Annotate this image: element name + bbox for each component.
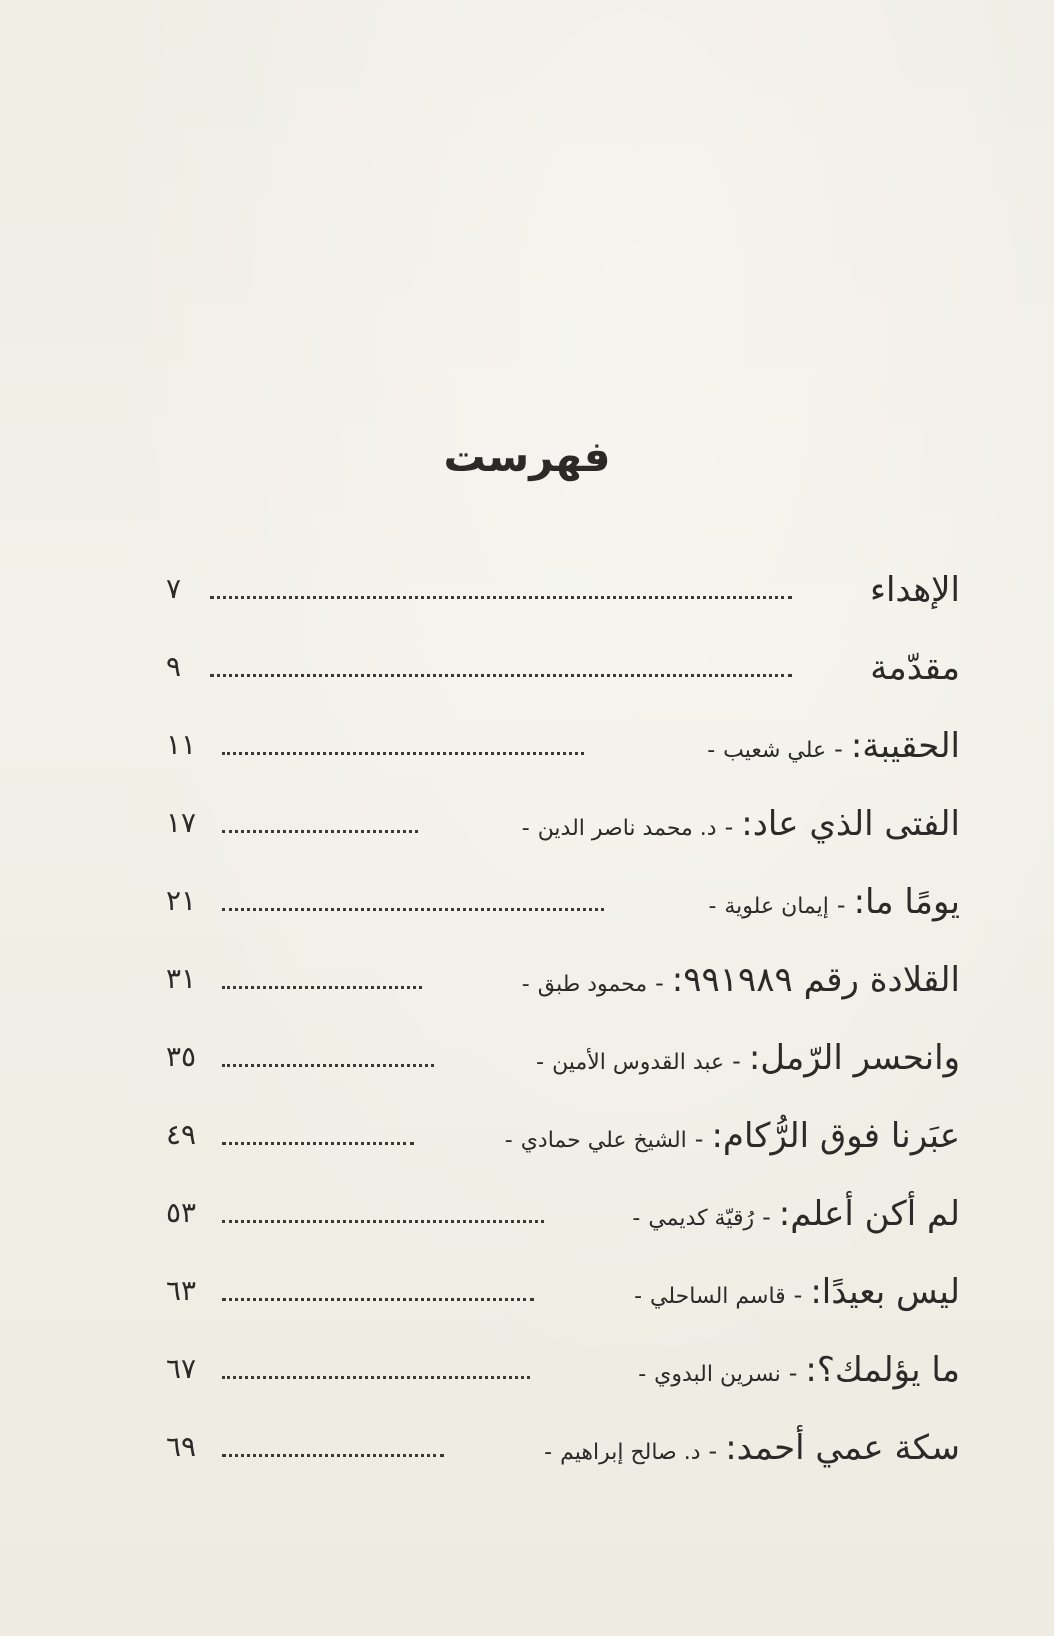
separator-dash: -: [762, 1203, 771, 1231]
dot-leader: [222, 1064, 434, 1067]
separator-dash: -: [504, 1128, 513, 1153]
toc-entry-label: [544, 1428, 960, 1468]
dot-leader: [222, 908, 604, 911]
toc-entry-author: إيمان علوية: [724, 894, 829, 919]
separator-dash: -: [655, 969, 664, 997]
dot-leader: [222, 1142, 414, 1145]
toc-entry-page: ٦٣: [166, 1274, 197, 1307]
toc-entry-label: [707, 726, 960, 766]
toc-entry: [0, 1038, 1054, 1098]
toc-entry-author: الشيخ علي حمادي: [520, 1128, 687, 1153]
toc-entry-page: ١٧: [166, 806, 197, 839]
toc-entry-title: الفتى الذي عاد:: [741, 804, 960, 844]
toc-entry-author: د. محمد ناصر الدين: [537, 816, 717, 841]
toc-entry-page: ٤٩: [166, 1118, 197, 1151]
separator-dash: -: [521, 972, 530, 997]
toc-entry-label: [505, 1116, 960, 1156]
toc-entry: [0, 1350, 1054, 1410]
toc-entry-author: نسرين البدوي: [654, 1362, 781, 1387]
separator-dash: -: [793, 1281, 803, 1309]
toc-entry-title: يومًا ما:: [853, 882, 960, 922]
toc-entry-title: مقدّمة: [870, 648, 960, 688]
toc-entry-page: ٧: [166, 572, 182, 605]
toc-entry-page: ٦٧: [166, 1352, 197, 1385]
toc-entry: [0, 648, 1054, 708]
toc-entry: [0, 960, 1054, 1020]
dot-leader: [222, 830, 418, 833]
toc-entry-label: [638, 1350, 960, 1390]
toc-entry-author: محمود طبق: [537, 972, 648, 997]
separator-dash: -: [732, 1047, 741, 1075]
toc-entry: [0, 1428, 1054, 1488]
separator-dash: -: [694, 1125, 704, 1153]
dot-leader: [222, 1220, 544, 1223]
toc-entry-page: ٣٥: [166, 1040, 197, 1073]
toc-entry-label: [870, 648, 960, 688]
toc-entry: [0, 1116, 1054, 1176]
separator-dash: -: [707, 738, 716, 763]
toc-entry-title: القلادة رقم ٩٩١٩٨٩:: [671, 960, 960, 1000]
toc-entry-title: وانحسر الرّمل:: [748, 1038, 960, 1078]
page-title: فهرست: [443, 432, 611, 482]
toc-entry-label: [522, 960, 960, 1000]
toc-entry-title: لم أكن أعلم:: [778, 1194, 960, 1234]
separator-dash: -: [544, 1440, 553, 1465]
toc-entry-title: سكة عمي أحمد:: [725, 1428, 960, 1468]
toc-entry-label: [708, 882, 960, 922]
separator-dash: -: [788, 1359, 798, 1387]
toc-entry-author: رُقيّة كديمي: [648, 1206, 755, 1231]
separator-dash: -: [632, 1206, 641, 1231]
separator-dash: -: [521, 816, 530, 841]
toc-entry-label: [870, 570, 960, 610]
toc-entry: [0, 1272, 1054, 1332]
toc-entry-author: علي شعيب: [723, 738, 827, 763]
toc-entry-label: [632, 1194, 960, 1234]
toc-entry: [0, 570, 1054, 630]
toc-entry-label: [522, 804, 960, 844]
dot-leader: [210, 674, 792, 677]
toc-entry: [0, 804, 1054, 864]
separator-dash: -: [536, 1050, 545, 1075]
toc-entry-label: [536, 1038, 960, 1078]
toc-entry-page: ٥٣: [166, 1196, 197, 1229]
dot-leader: [222, 1454, 444, 1457]
toc-entry-title: الحقيبة:: [850, 726, 960, 766]
toc-entry-page: ٦٩: [166, 1430, 197, 1463]
separator-dash: -: [708, 894, 717, 919]
toc-entry-page: ٩: [166, 650, 182, 683]
toc-entry-page: ٢١: [166, 884, 197, 917]
separator-dash: -: [834, 735, 843, 763]
toc-entry-title: عبَرنا فوق الرُّكام:: [711, 1116, 960, 1156]
toc-entry-page: ٣١: [166, 962, 197, 995]
dot-leader: [222, 1298, 534, 1301]
toc-entry-title: ليس بعيدًا:: [810, 1272, 960, 1312]
toc-entry-author: د. صالح إبراهيم: [560, 1440, 701, 1465]
dot-leader: [222, 986, 422, 989]
separator-dash: -: [708, 1437, 718, 1465]
toc-entry-author: عبد القدوس الأمين: [552, 1050, 725, 1075]
toc-entry: [0, 726, 1054, 786]
toc-entry-page: ١١: [166, 728, 197, 761]
toc-entry: [0, 882, 1054, 942]
toc-entry-author: قاسم الساحلي: [650, 1284, 786, 1309]
separator-dash: -: [638, 1362, 647, 1387]
dot-leader: [210, 596, 792, 599]
toc-entry: [0, 1194, 1054, 1254]
dot-leader: [222, 752, 584, 755]
toc-entry-title: ما يؤلمك؟:: [805, 1350, 960, 1390]
toc-entry-label: [634, 1272, 960, 1312]
separator-dash: -: [724, 813, 734, 841]
separator-dash: -: [634, 1284, 643, 1309]
dot-leader: [222, 1376, 530, 1379]
separator-dash: -: [836, 891, 846, 919]
toc-entry-title: الإهداء: [869, 570, 960, 610]
